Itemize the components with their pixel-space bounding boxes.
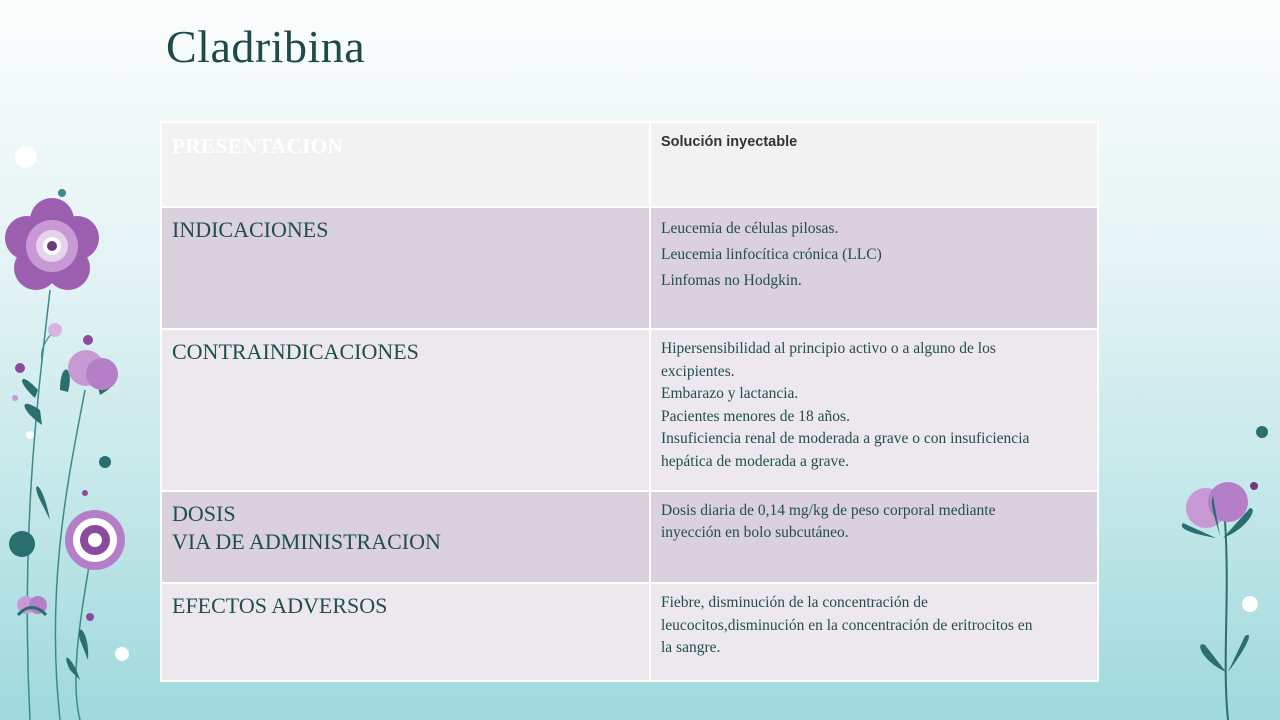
row-value [650,583,1098,681]
row-label [161,122,650,207]
value-line: Linfomas no Hodgkin. [661,272,802,289]
row-label [161,329,650,491]
label-line: INDICACIONES [172,217,329,242]
table-row-adverse-effects [161,583,1098,681]
value-line: Leucemia linfocítica crónica (LLC) [661,246,882,263]
value-line: Leucemia de células pilosas. [661,220,839,237]
label-line: CONTRAINDICACIONES [172,339,419,364]
value-line: Insuficiencia renal de moderada a grave o con insuficiencia [661,430,1030,447]
value-line: excipientes. [661,362,735,380]
table-row-contraindications [161,329,1098,491]
slide-title: Cladribina [166,21,366,72]
value-line: leucocitos,disminución en la concentración de eritrocitos en [661,616,1033,634]
label-line: VIA DE ADMINISTRACION [172,529,441,554]
row-label [161,207,650,329]
table-row-indications [161,207,1098,329]
value-line: inyección en bolo subcutáneo. [661,523,849,541]
label-line: PRESENTACION [172,134,344,158]
row-label [161,583,650,681]
table-row-presentation [161,122,1098,207]
value-line: Embarazo y lactancia. [661,385,799,402]
drug-info-table [160,121,1099,682]
label-line: DOSIS [172,501,236,526]
value-line: la sangre. [661,639,721,656]
row-value [650,207,1098,329]
row-label [161,491,650,583]
value-line: Dosis diaria de 0,14 mg/kg de peso corporal mediante [661,502,996,519]
value-line: Hipersensibilidad al principio activo o a alguno de los [661,340,996,357]
label-line: EFECTOS ADVERSOS [172,593,388,618]
table-row-dosage [161,491,1098,583]
value-line: Pacientes menores de 18 años. [661,407,850,425]
row-value [650,329,1098,491]
floral-decoration-left [0,0,140,720]
value-line: Solución inyectable [661,134,798,150]
row-value [650,491,1098,583]
value-line: hepática de moderada a grave. [661,452,850,470]
row-value [650,122,1098,207]
value-line: Fiebre, disminución de la concentración de [661,594,928,611]
